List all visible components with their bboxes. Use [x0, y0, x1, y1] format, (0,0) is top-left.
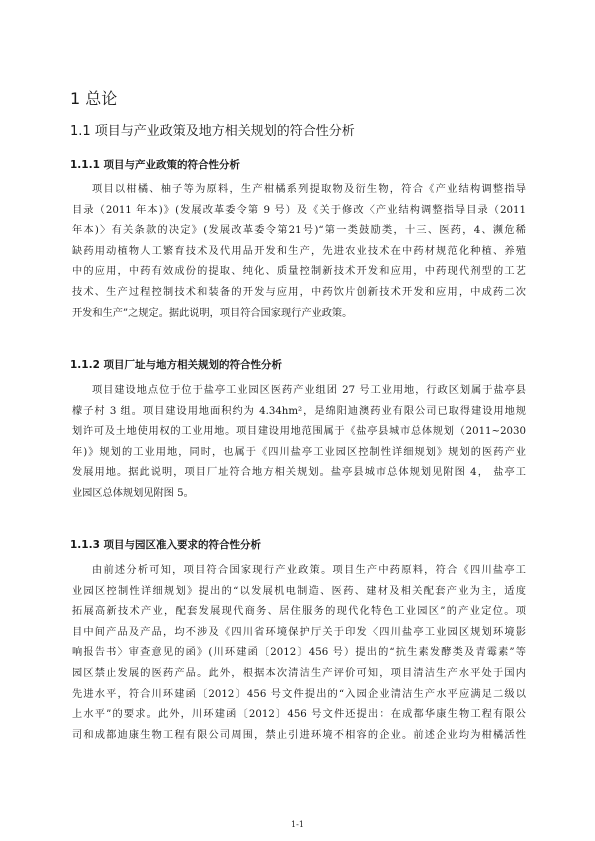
text-line: 发展用地。据此说明，项目厂址符合地方相关规划。盐亭县城市总体规划见附图 4， 盐亭工: [72, 467, 526, 479]
text-line: 响报告书〉审查意见的函》(川环建函〔2012〕456 号）提出的“抗生素发酵类及青霉素”等: [72, 647, 526, 659]
text-line: 技术、生产过程控制技术和装备的开发与应用，中药饮片创新技术开发和应用，中成药二次: [72, 286, 526, 298]
paragraph-park-requirements: [72, 561, 526, 746]
text-line: 园区禁止发展的医药产品。此外，根据本次清洁生产评价可知，项目清洁生产水平处于国内: [72, 667, 526, 679]
subsection-heading-1-1-1: 1.1.1 项目与产业政策的符合性分析: [70, 159, 241, 171]
text-line: 先进水平，符合川环建函〔2012〕456 号文件提出的“入园企业清洁生产水平应满足二级以: [72, 688, 526, 700]
paragraph-site-planning: [72, 381, 526, 505]
text-line: 划许可及土地使用权的工业用地。项目建设用地范围属于《盐亭县城市总体规划（2011~2030: [72, 426, 526, 438]
text-line: 缺药用动植物人工繁育技术及代用品开发和生产，先进农业技术在中药材规范化种植、养殖: [72, 245, 526, 257]
text-line: 拓展高新技术产业，配套发展现代商务、居住服务的现代化特色工业园区”的产业定位。项: [72, 606, 526, 618]
text-line: 年)》规划的工业用地，同时，也属于《四川盐亭工业园区控制性详细规划》规划的医药产业: [72, 446, 526, 458]
text-line: 上水平”的要求。此外，川环建函〔2012〕456 号文件还提出：在成都华康生物工程有限公: [72, 709, 526, 721]
text-line: 项目以柑橘、柚子等为原料，生产柑橘系列提取物及衍生物，符合《产业结构调整指导: [92, 184, 526, 195]
text-line: 业园区控制性详细规划》提出的“以发展机电制造、医药、建材及相关配套产业为主，适度: [72, 585, 526, 597]
subsection-heading-1-1-2: 1.1.2 项目厂址与地方相关规划的符合性分析: [70, 359, 283, 371]
chapter-heading: 1 总论: [70, 89, 118, 108]
text-line: 目录（2011 年本)》(发展改革委令第 9 号）及《关于修改〈产业结构调整指导目录（2011: [72, 204, 526, 216]
text-line: 中的应用，中药有效成份的提取、纯化、质量控制新技术开发和应用，中药现代剂型的工艺: [72, 266, 526, 278]
text-line: 由前述分析可知，项目符合国家现行产业政策。项目生产中药原料，符合《四川盐亭工: [92, 565, 526, 576]
text-line: 开发和生产”之规定。据此说明，项目符合国家现行产业政策。: [72, 307, 353, 319]
text-line: 檬子村 3 组。项目建设用地面积约为 4.34hm²，是绵阳迪澳药业有限公司已取得建设用地规: [72, 405, 526, 417]
page-number: 1-1: [291, 820, 304, 829]
paragraph-industry-policy: [72, 180, 526, 324]
text-line: 目中间产品及产品，均不涉及《四川省环境保护厅关于印发〈四川盐亭工业园区规划环境影: [72, 626, 526, 638]
text-line: 司和成都迪康生物工程有限公司周围，禁止引进环境不相容的企业。前述企业均为柑橘活性: [72, 729, 526, 741]
text-line: 项目建设地点位于位于盐亭工业园区医药产业组团 27 号工业用地，行政区划属于盐亭县: [92, 385, 526, 396]
text-line: 年本)〉有关条款的决定》(发展改革委令第21号)“第一类鼓励类，十三、医药，4、濒危稀: [72, 225, 526, 237]
section-heading: 1.1 项目与产业政策及地方相关规划的符合性分析: [70, 124, 355, 139]
text-line: 业园区总体规划见附图 5。: [72, 487, 194, 499]
subsection-heading-1-1-3: 1.1.3 项目与园区准入要求的符合性分析: [70, 539, 262, 551]
